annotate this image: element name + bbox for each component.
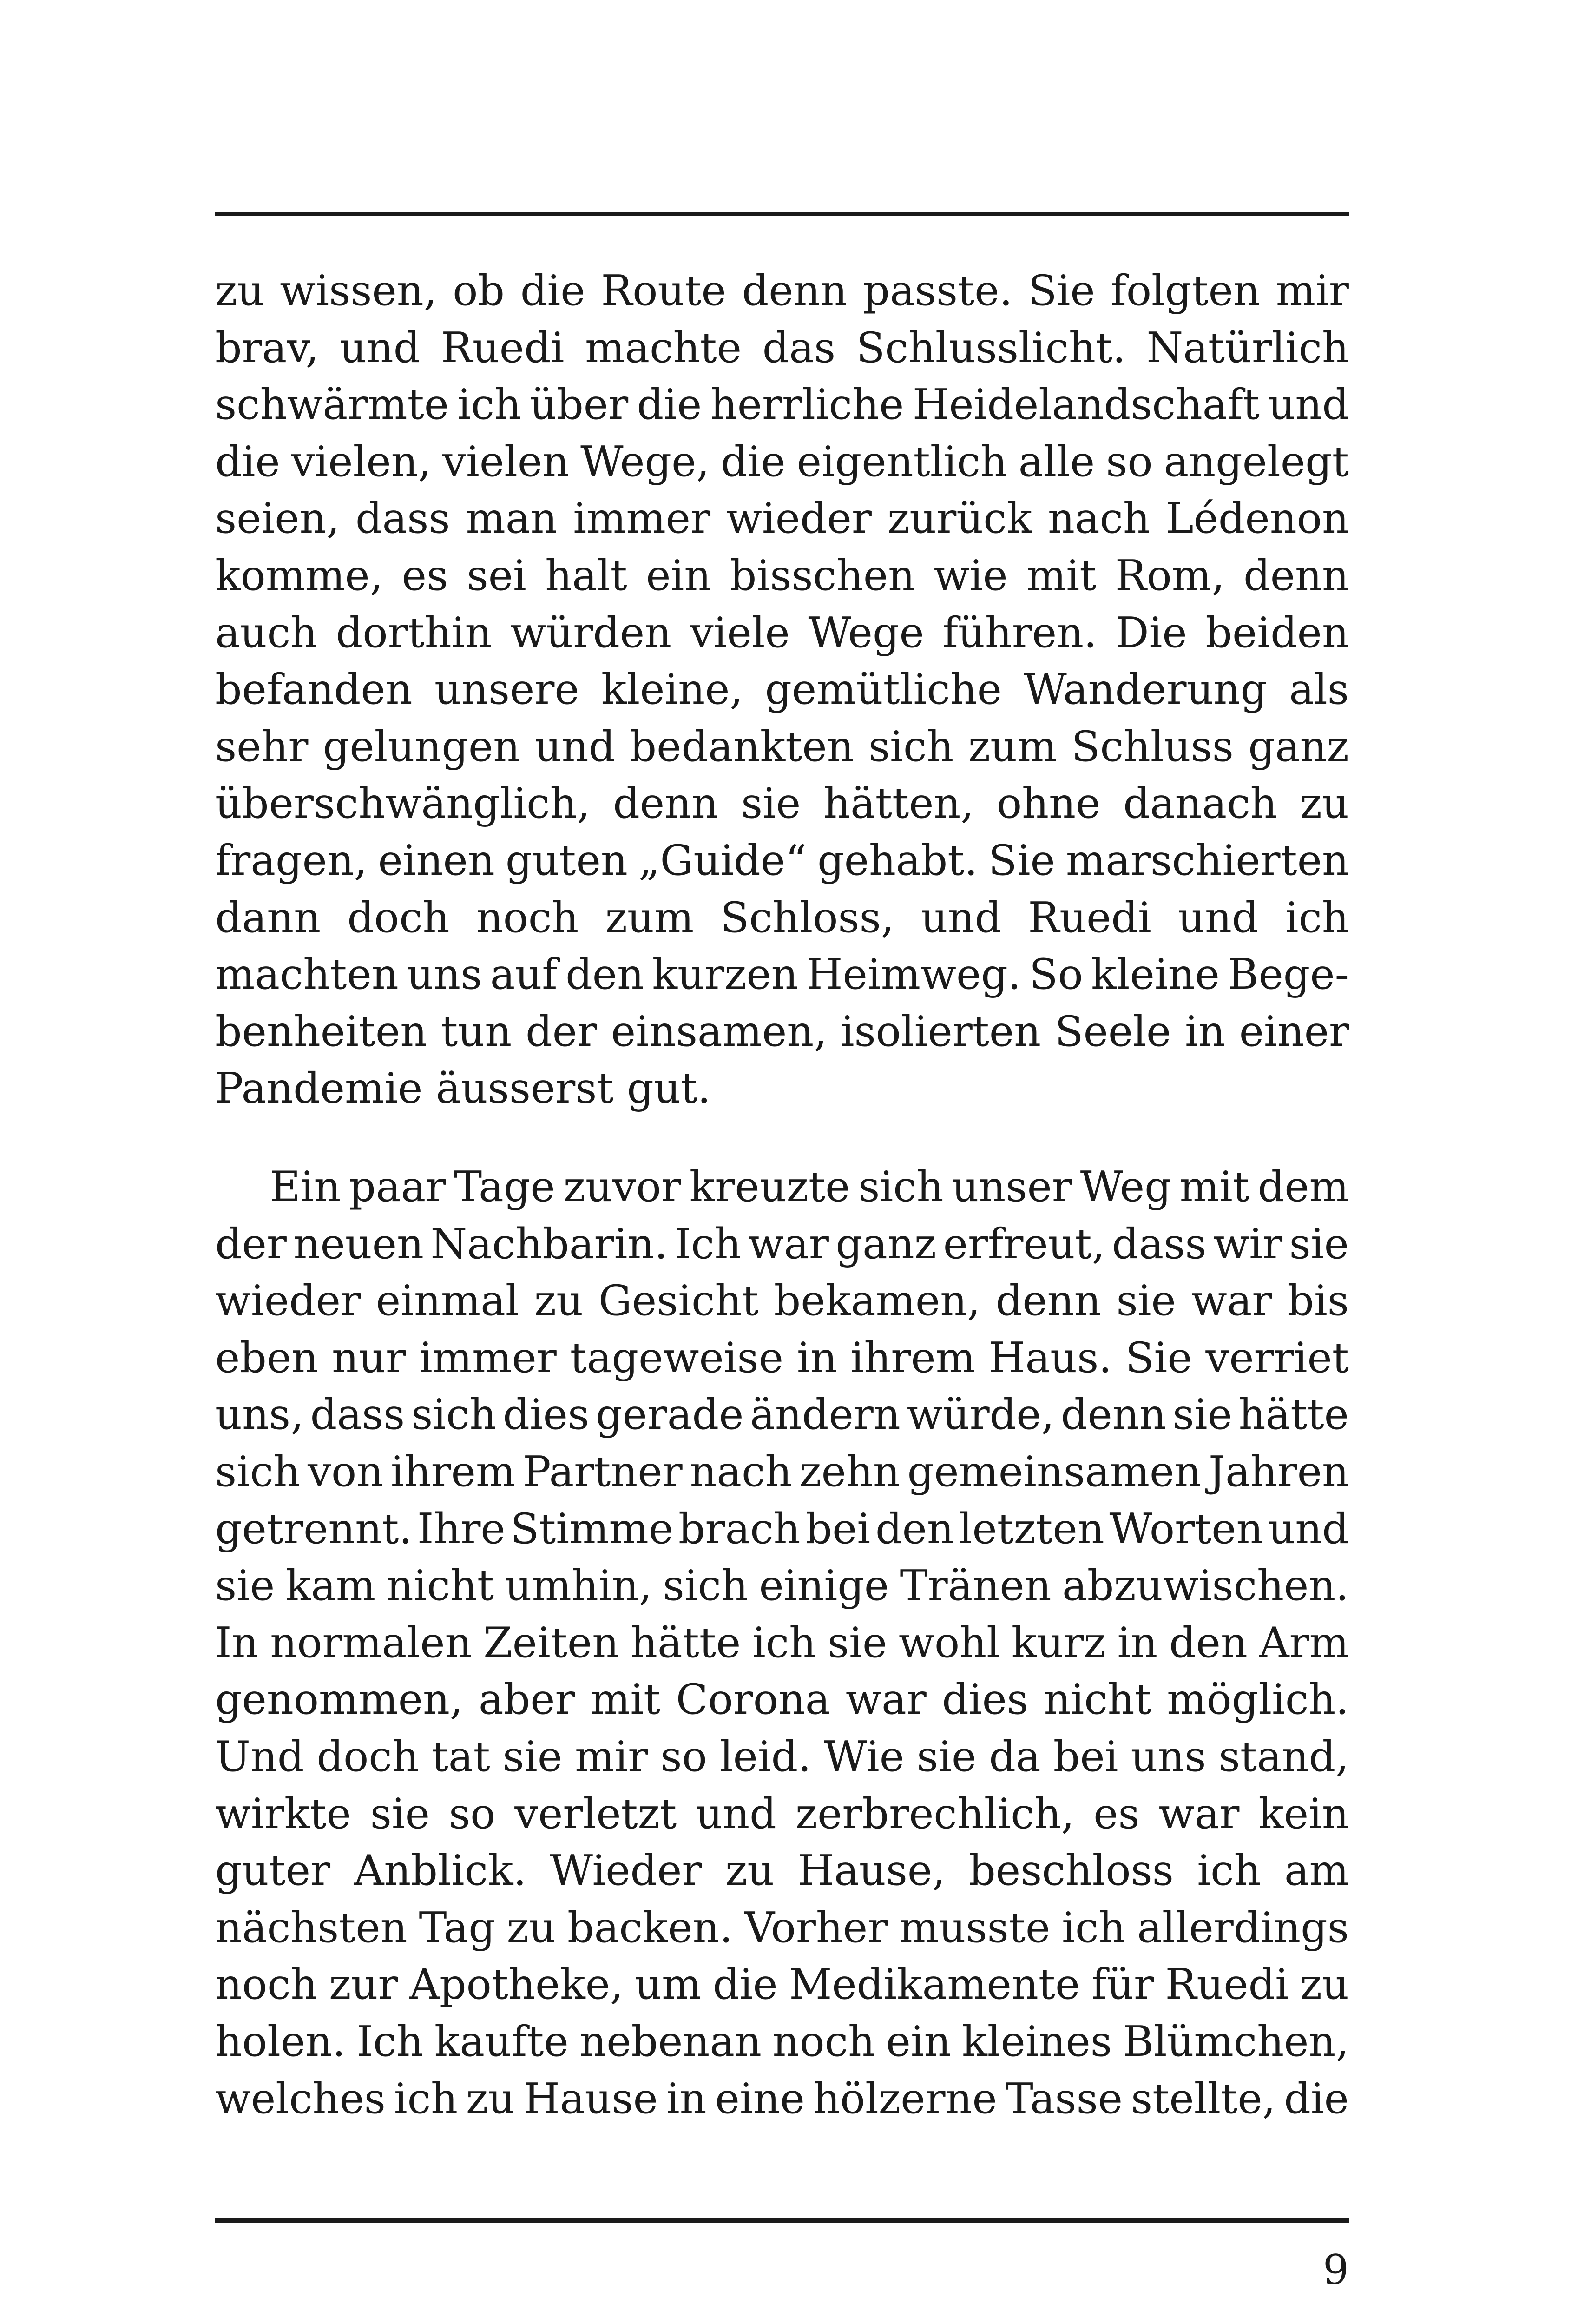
text-line: Pandemie äusserst gut. [215,1064,711,1113]
text-line: dann doch noch zum Schloss, und Ruedi und ich [215,893,1349,942]
text-line: überschwänglich, denn sie hätten, ohne danach zu [215,779,1349,828]
text-line: Ein paar Tage zuvor kreuzte sich unser Weg mit dem [270,1162,1349,1211]
text-line: holen. Ich kaufte nebenan noch ein kleines Blümchen, [215,2017,1349,2066]
text-line: guter Anblick. Wieder zu Hause, beschloss ich am [215,1846,1349,1895]
paragraph-2 [215,1159,1349,2127]
text-line: sie kam nicht umhin, sich einige Tränen abzuwischen. [215,1561,1349,1611]
text-line: auch dorthin würden viele Wege führen. Die beiden [215,608,1349,657]
page-number: 9 [1323,2246,1349,2294]
text-line: wirkte sie so verletzt und zerbrechlich, es war kein [215,1789,1349,1838]
text-line: welches ich zu Hause in eine hölzerne Tasse stellte, die [215,2074,1349,2123]
text-line: wieder einmal zu Gesicht bekamen, denn sie war bis [215,1276,1349,1326]
text-line: seien, dass man immer wieder zurück nach Lédenon [215,494,1349,543]
text-line: nächsten Tag zu backen. Vorher musste ich allerdings [215,1903,1349,1952]
text-line: befanden unsere kleine, gemütliche Wanderung als [215,665,1349,714]
text-line: getrennt. Ihre Stimme brach bei den letzten Worten und [215,1504,1349,1553]
text-line: machten uns auf den kurzen Heimweg. So kleine Bege- [215,950,1349,999]
text-line: sehr gelungen und bedankten sich zum Schluss ganz [215,722,1349,771]
text-line: benheiten tun der einsamen, isolierten Seele in einer [215,1007,1349,1056]
text-line: noch zur Apotheke, um die Medikamente für Ruedi zu [215,1960,1349,2009]
text-line: fragen, einen guten „Guide“ gehabt. Sie marschierten [215,836,1349,885]
footer-rule [215,2218,1349,2223]
text-line: schwärmte ich über die herrliche Heidelandschaft und [215,380,1349,429]
text-line: eben nur immer tageweise in ihrem Haus. Sie verriet [215,1333,1349,1382]
text-line: Und doch tat sie mir so leid. Wie sie da bei uns stand, [215,1732,1349,1781]
text-line: die vielen, vielen Wege, die eigentlich alle so angelegt [215,437,1349,486]
paragraph-1 [215,263,1349,1117]
text-line: komme, es sei halt ein bisschen wie mit Rom, denn [215,551,1349,600]
text-line: zu wissen, ob die Route denn passte. Sie folgten mir [215,266,1349,315]
text-line: der neuen Nachbarin. Ich war ganz erfreut, dass wir sie [215,1219,1349,1268]
text-line: uns, dass sich dies gerade ändern würde, denn sie hätte [215,1390,1349,1439]
header-rule [215,212,1349,216]
text-line: sich von ihrem Partner nach zehn gemeinsamen Jahren [215,1447,1349,1496]
text-line: In normalen Zeiten hätte ich sie wohl kurz in den Arm [215,1618,1349,1667]
text-line: genommen, aber mit Corona war dies nicht möglich. [215,1675,1349,1724]
text-line: brav, und Ruedi machte das Schlusslicht. Natürlich [215,323,1349,372]
